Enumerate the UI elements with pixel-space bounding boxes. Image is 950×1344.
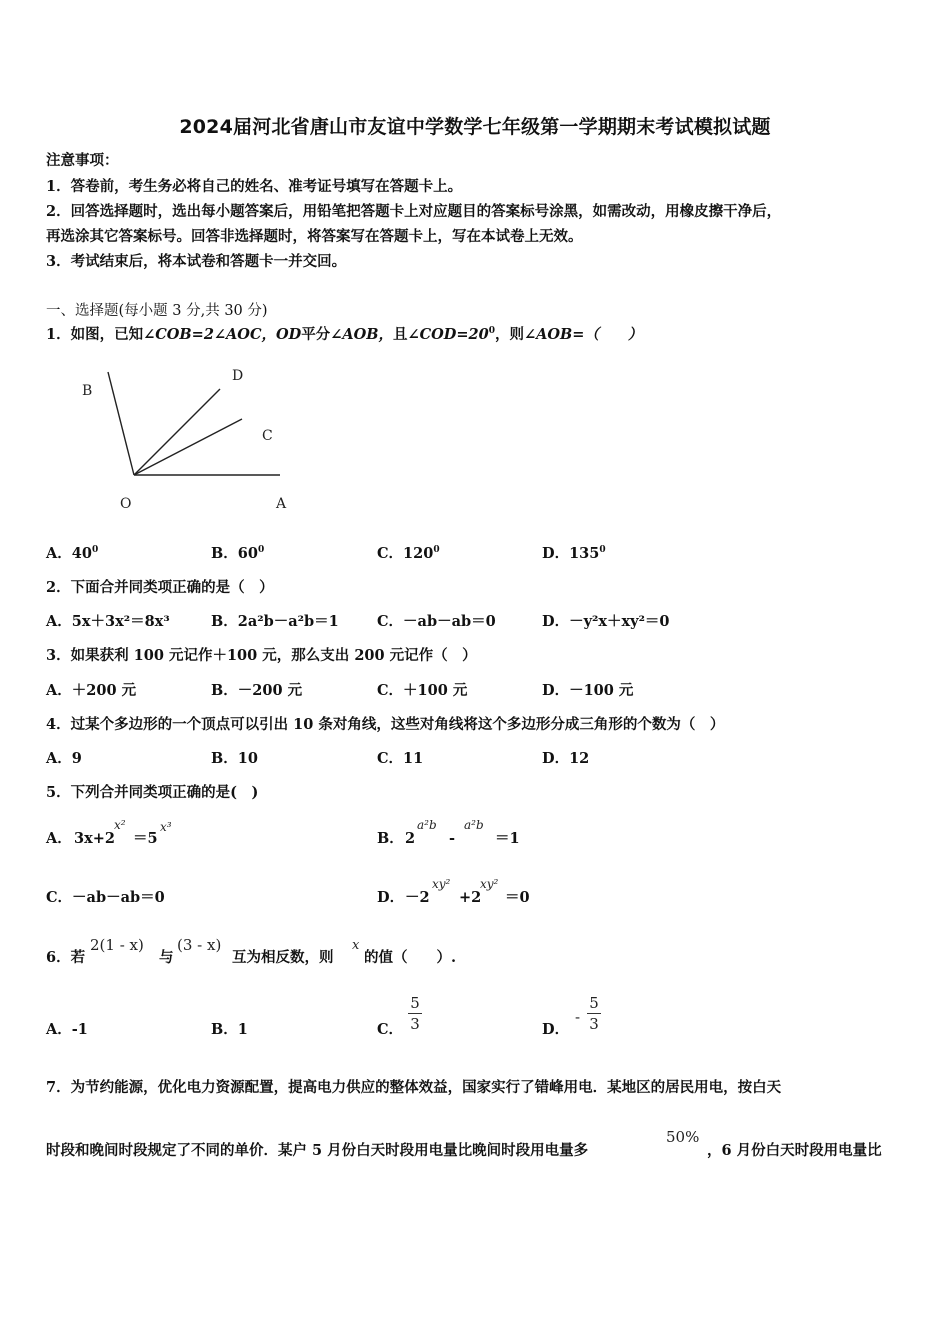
question-7-line-2: 时段和晚间时段规定了不同的单价．某户 5 月份白天时段用电量比晚间时段用电量多 50% ，6 月份白天时段用电量比 bbox=[46, 1128, 882, 1159]
notice-item: 2．回答选择题时，选出每小题答案后，用铅笔把答题卡上对应题目的答案标号涂黑，如需改动，用橡皮擦干净后， bbox=[46, 203, 782, 220]
q2-option-a[interactable]: A．5x＋3x²＝8x³ bbox=[46, 613, 170, 630]
q1-option-b[interactable]: B．$60^0$ bbox=[211, 545, 265, 562]
q6-option-b[interactable]: B．1 bbox=[211, 1021, 248, 1038]
q4-option-c[interactable]: C．11 bbox=[377, 750, 424, 767]
q2-option-d[interactable]: D．－y²x＋xy²＝0 bbox=[542, 613, 670, 630]
q3-option-b[interactable]: B．－200 元 bbox=[211, 682, 303, 699]
page-title: 2024届河北省唐山市友谊中学数学七年级第一学期期末考试模拟试题 bbox=[179, 116, 771, 138]
q6-option-c[interactable]: C． 5 3 bbox=[377, 994, 497, 1042]
notice-item: 3．考试结束后，将本试卷和答题卡一并交回。 bbox=[46, 253, 347, 270]
q4-option-d[interactable]: D．12 bbox=[542, 750, 590, 767]
q5-option-a[interactable]: A． 3x+2 x² ＝5 x³ bbox=[46, 818, 172, 847]
question-7-line-1: 7．为节约能源，优化电力资源配置，提高电力供应的整体效益，国家实行了错峰用电．某地区的居民用电，按白天 bbox=[46, 1079, 782, 1096]
q6-option-a[interactable]: A．-1 bbox=[46, 1021, 88, 1038]
q6-option-d[interactable]: D． - 5 3 bbox=[542, 994, 662, 1042]
q3-option-c[interactable]: C．＋100 元 bbox=[377, 682, 468, 699]
q1-option-d[interactable]: D．$135^0$ bbox=[542, 545, 606, 562]
q5-option-c[interactable]: C．－ab－ab＝0 bbox=[46, 889, 165, 906]
q1-option-c[interactable]: C．$120^0$ bbox=[377, 545, 440, 562]
q3-option-a[interactable]: A．＋200 元 bbox=[46, 682, 137, 699]
label-d: D bbox=[232, 368, 244, 384]
label-a: A bbox=[276, 496, 287, 512]
notice-heading: 注意事项： bbox=[46, 152, 119, 169]
q5-option-b[interactable]: B． 2 a²b - a²b ＝1 bbox=[377, 818, 520, 847]
ray-od bbox=[134, 389, 220, 475]
q4-option-b[interactable]: B．10 bbox=[211, 750, 258, 767]
q2-option-b[interactable]: B．2a²b－a²b＝1 bbox=[211, 613, 339, 630]
label-c: C bbox=[262, 428, 273, 444]
question-2: 2．下面合并同类项正确的是（ ） bbox=[46, 579, 274, 596]
q4-option-a[interactable]: A．9 bbox=[46, 750, 82, 767]
question-6: 6．若 2(1 - x) 与 (3 - x) 互为相反数，则 x 的值（ ）. bbox=[46, 936, 457, 966]
ray-oc bbox=[134, 419, 242, 475]
ray-ob bbox=[108, 372, 134, 475]
question-3: 3．如果获利 100 元记作＋100 元，那么支出 200 元记作（ ） bbox=[46, 647, 477, 664]
question-5: 5．下列合并同类项正确的是( ) bbox=[46, 784, 259, 801]
notice-item: 1．答卷前，考生务必将自己的姓名、准考证号填写在答题卡上。 bbox=[46, 178, 463, 195]
fraction: 5 3 bbox=[587, 994, 601, 1033]
q3-option-d[interactable]: D．－100 元 bbox=[542, 682, 634, 699]
notice-item: 再选涂其它答案标号。回答非选择题时，将答案写在答题卡上，写在本试卷上无效。 bbox=[46, 228, 583, 245]
question-4: 4．过某个多边形的一个顶点可以引出 10 条对角线，这些对角线将这个多边形分成三角形的个数为（ ） bbox=[46, 716, 725, 733]
question-1: 1．如图，已知∠COB=2∠AOC，OD平分∠AOB，且$\angle COD=20^0$，则∠AOB=（ ） bbox=[46, 326, 643, 343]
q5-option-d[interactable]: D． －2 xy² +2 xy² ＝0 bbox=[377, 877, 530, 906]
angle-figure bbox=[70, 360, 310, 520]
section-heading: 一、选择题(每小题 3 分,共 30 分) bbox=[46, 303, 268, 319]
label-b: B bbox=[82, 383, 93, 399]
q1-option-a[interactable]: A．$40^0$ bbox=[46, 545, 99, 562]
fraction: 5 3 bbox=[408, 994, 422, 1033]
label-o: O bbox=[120, 496, 132, 512]
q2-option-c[interactable]: C．－ab－ab＝0 bbox=[377, 613, 496, 630]
